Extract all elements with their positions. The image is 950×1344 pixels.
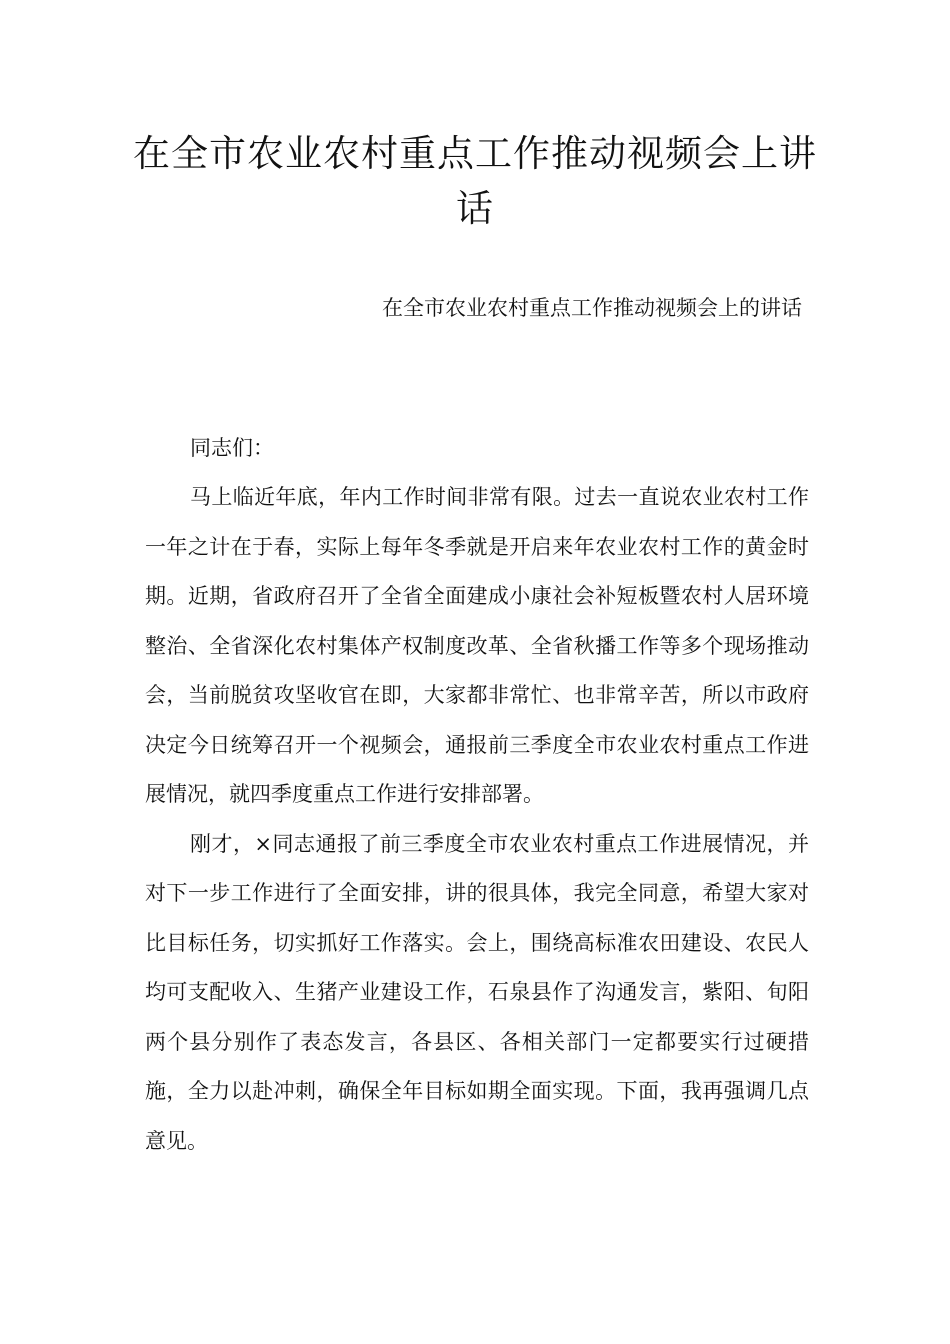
paragraph: 马上临近年底，年内工作时间非常有限。过去一直说农业农村工作一年之计在于春，实际上每年冬季就是开启来年农业农村工作的黄金时期。近期，省政府召开了全省全面建成小康社会补短板暨农村人居环境整治、全省深化农村集体产权制度改革、全省秋播工作等多个现场推动会，当前脱贫攻坚收官在即，大家都非常忙、也非常辛苦，所以市政府决定今日统筹召开一个视频会，通报前三季度全市农业农村重点工作进展情况，就四季度重点工作进行安排部署。	[145, 485, 809, 806]
greeting: 同志们：	[190, 436, 274, 460]
paragraph: 刚才，×同志通报了前三季度全市农业农村重点工作进展情况，并对下一步工作进行了全面安排，讲的很具体，我完全同意，希望大家对比目标任务，切实抓好工作落实。会上，围绕高标准农田建设、农民人均可支配收入、生猪产业建设工作，石泉县作了沟通发言，紫阳、旬阳两个县分别作了表态发言，各县区、各相关部门一定都要实行过硬措施，全力以赴冲刺，确保全年目标如期全面实现。下面，我再强调几点意见。	[145, 831, 809, 1153]
document-title: 在全市农业农村重点工作推动视频会上讲话	[133, 132, 817, 230]
document-subtitle: 在全市农业农村重点工作推动视频会上的讲话	[382, 296, 802, 320]
document-body	[145, 420, 809, 1166]
